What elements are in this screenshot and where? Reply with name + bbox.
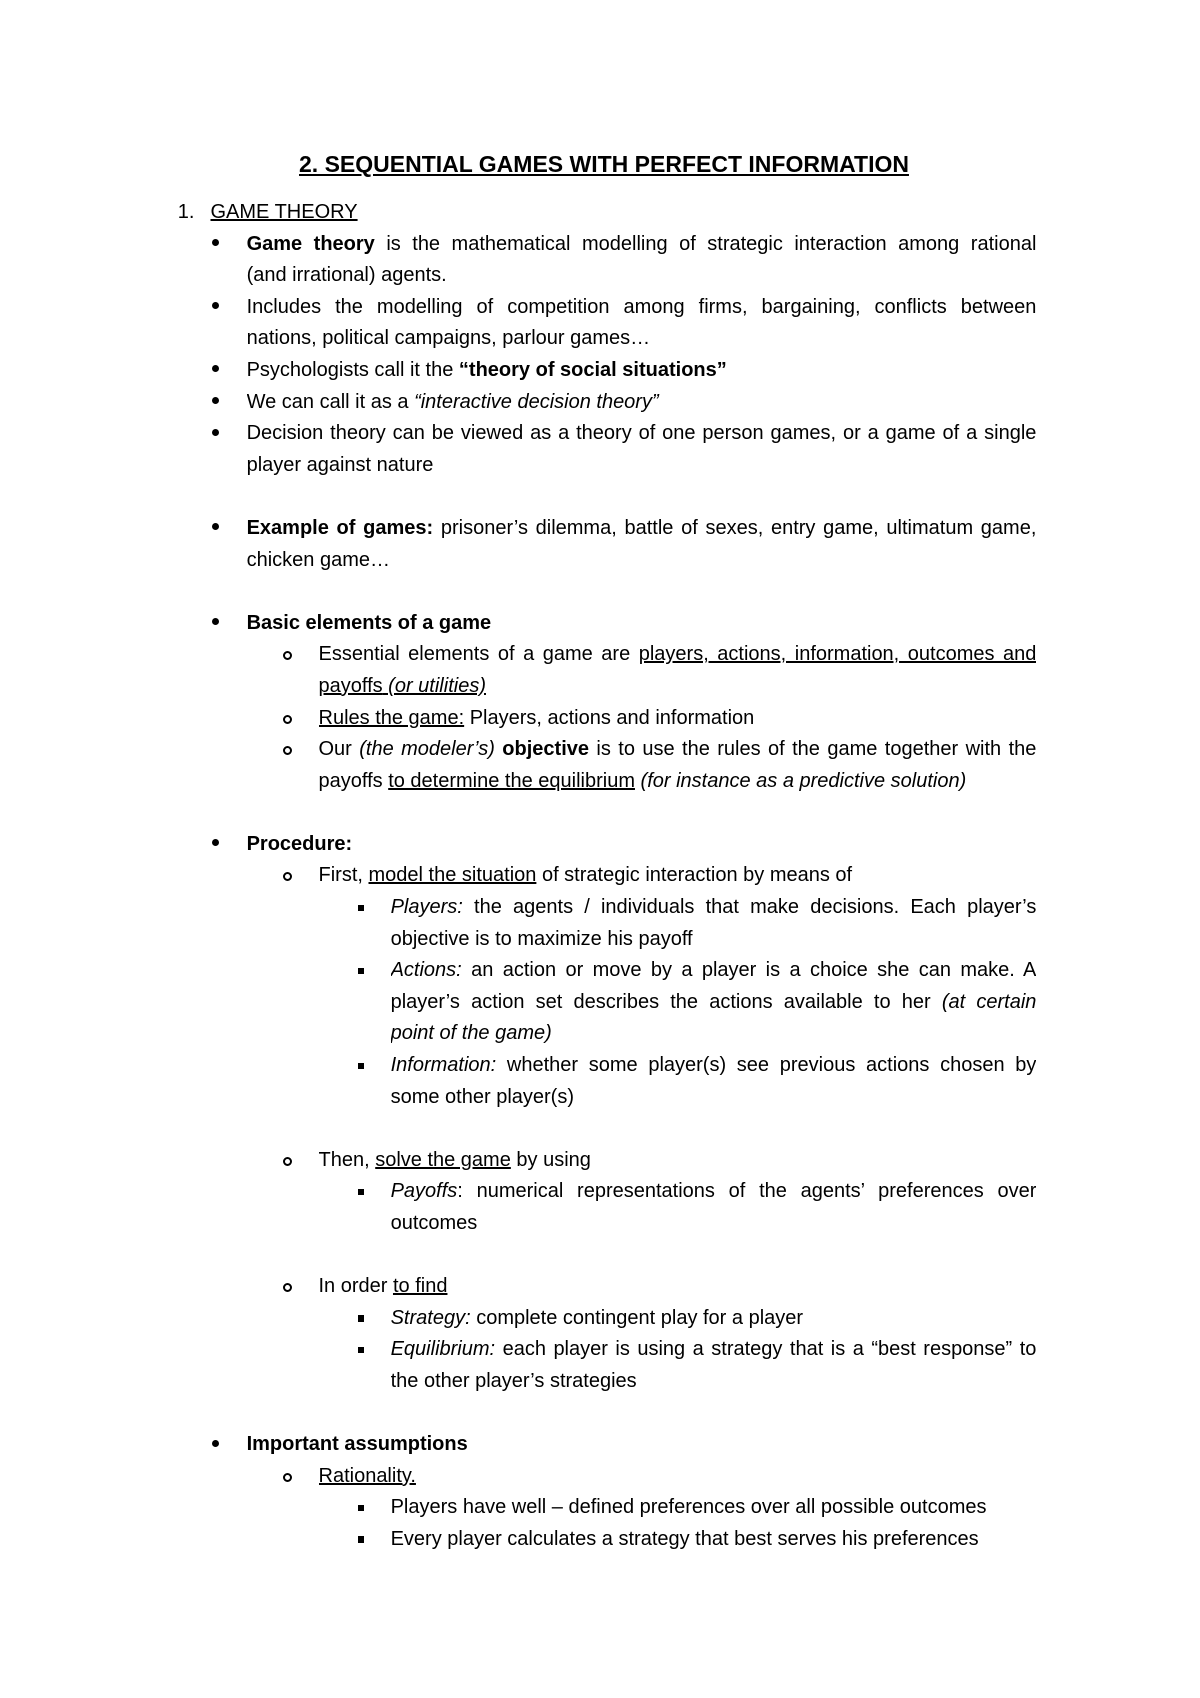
body-text: Then, bbox=[318, 1148, 376, 1171]
square-bullet-icon bbox=[358, 1315, 365, 1322]
blank-line bbox=[0, 576, 1200, 608]
blank-line bbox=[0, 1398, 1200, 1430]
blank-line bbox=[0, 481, 1200, 513]
body-text: Every player calculates a strategy that best serves his preferences bbox=[390, 1527, 979, 1550]
sub-essential-elements bbox=[0, 639, 1200, 702]
bold-term: objective bbox=[494, 738, 590, 761]
underlined-phrase: model the situation bbox=[368, 864, 537, 887]
item-line bbox=[319, 703, 1037, 735]
body-text: each player is using a strategy that is a “best response” to bbox=[495, 1338, 1037, 1361]
body-text: of strategic interaction by means of bbox=[536, 864, 853, 887]
sub-rationality bbox=[0, 1461, 1200, 1556]
body-text: the agents / individuals that make decisions. Each player’s bbox=[462, 896, 1037, 919]
item-line bbox=[391, 987, 1037, 1019]
subsub-strategy bbox=[0, 1303, 1200, 1335]
item-line bbox=[391, 1524, 1037, 1556]
item-line bbox=[247, 545, 1037, 577]
bold-term: “theory of social situations” bbox=[458, 358, 727, 381]
bullet-icon bbox=[212, 397, 219, 404]
italic-term: (at certain bbox=[941, 990, 1037, 1013]
italic-term: Strategy: bbox=[390, 1306, 471, 1329]
square-bullet-icon bbox=[358, 968, 365, 975]
item-line bbox=[247, 513, 1037, 545]
bullet-basic-elements bbox=[0, 608, 1200, 798]
body-text: In order bbox=[318, 1275, 393, 1298]
item-line bbox=[391, 1208, 1037, 1240]
underlined-phrase: solve the game bbox=[375, 1148, 511, 1171]
item-line bbox=[247, 450, 1037, 482]
body-text: the other player’s strategies bbox=[390, 1369, 637, 1392]
underlined-phrase: to determine the equilibrium bbox=[388, 769, 635, 792]
section-number: 1. bbox=[177, 201, 195, 223]
item-line bbox=[319, 860, 1037, 892]
bullet-icon bbox=[212, 365, 219, 372]
item-line bbox=[319, 639, 1037, 671]
body-text: Decision theory can be viewed as a theory of one person games, or a game of a single bbox=[246, 422, 1037, 445]
sub-modeler-objective bbox=[0, 734, 1200, 797]
bullet-icon bbox=[212, 839, 219, 846]
body-text: We can call it as a bbox=[246, 390, 415, 413]
item-line bbox=[391, 1050, 1037, 1082]
body-text: Our bbox=[318, 738, 360, 761]
item-line bbox=[319, 766, 1037, 798]
italic-term: (the modeler’s) bbox=[359, 738, 495, 761]
item-line bbox=[391, 1366, 1037, 1398]
italic-term: Players: bbox=[390, 896, 463, 919]
italic-term: “interactive decision theory” bbox=[414, 390, 659, 413]
bullet-modelling-scope bbox=[0, 292, 1200, 355]
item-line bbox=[319, 734, 1037, 766]
square-bullet-icon bbox=[358, 905, 365, 912]
body-text: player against nature bbox=[246, 453, 434, 476]
body-text: an action or move by a player is a choice she can make. A bbox=[461, 959, 1037, 982]
underlined-phrase: to find bbox=[392, 1275, 448, 1298]
body-text: chicken game… bbox=[246, 548, 390, 571]
body-text: Includes the modelling of competition among firms, bargaining, conflicts between bbox=[246, 295, 1037, 318]
italic-term: (for instance as a predictive solution) bbox=[634, 769, 967, 792]
item-line bbox=[247, 229, 1037, 261]
item-line bbox=[247, 260, 1037, 292]
bullet-icon bbox=[212, 523, 219, 530]
bold-term: Procedure: bbox=[246, 832, 353, 855]
bullet-example-of-games bbox=[0, 513, 1200, 576]
blank-line bbox=[0, 1113, 1200, 1145]
circle-bullet-icon bbox=[283, 872, 292, 881]
underlined-phrase: players, actions, information, outcomes and bbox=[638, 643, 1037, 666]
bullet-icon bbox=[212, 618, 219, 625]
body-text: Players have well – defined preferences over all possible outcomes bbox=[390, 1496, 987, 1519]
bullet-icon bbox=[212, 1440, 219, 1447]
underlined-italic-phrase: (or utilities) bbox=[382, 674, 486, 697]
section-title: GAME THEORY bbox=[210, 201, 358, 223]
circle-bullet-icon bbox=[283, 651, 292, 660]
subsub-information bbox=[0, 1050, 1200, 1113]
square-bullet-icon bbox=[358, 1189, 365, 1196]
circle-bullet-icon bbox=[283, 1283, 292, 1292]
bold-term: Example of games: bbox=[246, 516, 434, 539]
italic-term: Actions: bbox=[390, 959, 462, 982]
bullet-important-assumptions bbox=[0, 1429, 1200, 1555]
body-text: complete contingent play for a player bbox=[470, 1306, 804, 1329]
bullet-icon bbox=[212, 429, 219, 436]
circle-bullet-icon bbox=[283, 1473, 292, 1482]
body-text: outcomes bbox=[390, 1212, 478, 1234]
square-bullet-icon bbox=[358, 1536, 365, 1543]
square-bullet-icon bbox=[358, 1063, 365, 1070]
blank-line bbox=[0, 1240, 1200, 1272]
bold-term: Game theory bbox=[246, 232, 375, 255]
body-text: payoffs bbox=[318, 769, 389, 792]
underlined-phrase: Rules the game: bbox=[318, 706, 465, 729]
subsub-actions bbox=[0, 955, 1200, 1050]
item-line bbox=[391, 1303, 1037, 1335]
page-title: 2. SEQUENTIAL GAMES WITH PERFECT INFORMATION bbox=[299, 150, 909, 177]
item-line bbox=[391, 1492, 1037, 1524]
body-text: is the mathematical modelling of strategic interaction among rational bbox=[374, 232, 1037, 255]
body-text: : numerical representations of the agents’ preferences over bbox=[457, 1180, 1037, 1203]
circle-bullet-icon bbox=[283, 746, 292, 755]
body-text: Essential elements of a game are bbox=[318, 643, 639, 666]
circle-bullet-icon bbox=[283, 715, 292, 724]
item-line bbox=[319, 1145, 1037, 1177]
body-text: Players, actions and information bbox=[464, 706, 755, 729]
item-line bbox=[319, 1461, 1037, 1493]
item-line bbox=[391, 1018, 1037, 1050]
body-text: First, bbox=[318, 864, 369, 887]
body-text: nations, political campaigns, parlour games… bbox=[246, 327, 651, 350]
item-line bbox=[391, 1334, 1037, 1366]
item-line bbox=[319, 671, 1037, 703]
sub-to-find bbox=[0, 1271, 1200, 1397]
item-line bbox=[391, 1082, 1037, 1114]
item-line bbox=[391, 1176, 1037, 1208]
sub-solve-the-game bbox=[0, 1145, 1200, 1240]
blank-line bbox=[0, 797, 1200, 829]
bullet-decision-theory bbox=[0, 418, 1200, 481]
body-text: player’s action set describes the actions available to her bbox=[390, 990, 942, 1013]
body-text: whether some player(s) see previous actions chosen by bbox=[496, 1054, 1037, 1077]
item-line bbox=[247, 292, 1037, 324]
item-line bbox=[247, 418, 1037, 450]
body-text: Psychologists call it the bbox=[246, 358, 459, 381]
sub-model-the-situation bbox=[0, 860, 1200, 1113]
bullet-game-theory-definition bbox=[0, 229, 1200, 292]
item-line bbox=[319, 1271, 1037, 1303]
item-line bbox=[247, 323, 1037, 355]
circle-bullet-icon bbox=[283, 1157, 292, 1166]
bold-term: Important assumptions bbox=[246, 1433, 468, 1456]
square-bullet-icon bbox=[358, 1505, 365, 1512]
bullet-procedure bbox=[0, 829, 1200, 1398]
subsub-payoffs bbox=[0, 1176, 1200, 1239]
body-text: objective is to maximize his payoff bbox=[390, 927, 693, 950]
body-text: some other player(s) bbox=[390, 1085, 574, 1108]
square-bullet-icon bbox=[358, 1347, 365, 1354]
underlined-phrase: payoffs bbox=[318, 674, 383, 697]
item-line bbox=[391, 924, 1037, 956]
italic-term: Information: bbox=[390, 1054, 497, 1077]
bullet-psychologists bbox=[0, 355, 1200, 387]
body-text: prisoner’s dilemma, battle of sexes, entry game, ultimatum game, bbox=[433, 516, 1037, 539]
bullet-interactive-decision-theory bbox=[0, 387, 1200, 419]
italic-term: point of the game) bbox=[390, 1022, 552, 1045]
body-text: is to use the rules of the game together with the bbox=[589, 738, 1037, 761]
item-line bbox=[247, 608, 1037, 640]
italic-term: Payoffs bbox=[390, 1180, 458, 1203]
body-text: by using bbox=[510, 1148, 591, 1171]
body-text: (and irrational) agents. bbox=[246, 264, 447, 287]
bullet-icon bbox=[212, 239, 219, 246]
item-line bbox=[391, 955, 1037, 987]
italic-term: Equilibrium: bbox=[390, 1338, 496, 1361]
item-line bbox=[247, 355, 1037, 387]
item-line bbox=[247, 1429, 1037, 1461]
bold-term: Basic elements of a game bbox=[246, 611, 492, 634]
section-heading bbox=[0, 197, 1200, 229]
item-line bbox=[391, 892, 1037, 924]
sub-rules-the-game bbox=[0, 703, 1200, 735]
underlined-phrase: Rationality. bbox=[318, 1464, 416, 1487]
subsub-best-strategy bbox=[0, 1524, 1200, 1556]
document-body bbox=[0, 197, 1200, 1556]
subsub-well-defined-preferences bbox=[0, 1492, 1200, 1524]
bullet-icon bbox=[212, 302, 219, 309]
subsub-equilibrium bbox=[0, 1334, 1200, 1397]
item-line bbox=[247, 387, 1037, 419]
item-line bbox=[247, 829, 1037, 861]
subsub-players bbox=[0, 892, 1200, 955]
